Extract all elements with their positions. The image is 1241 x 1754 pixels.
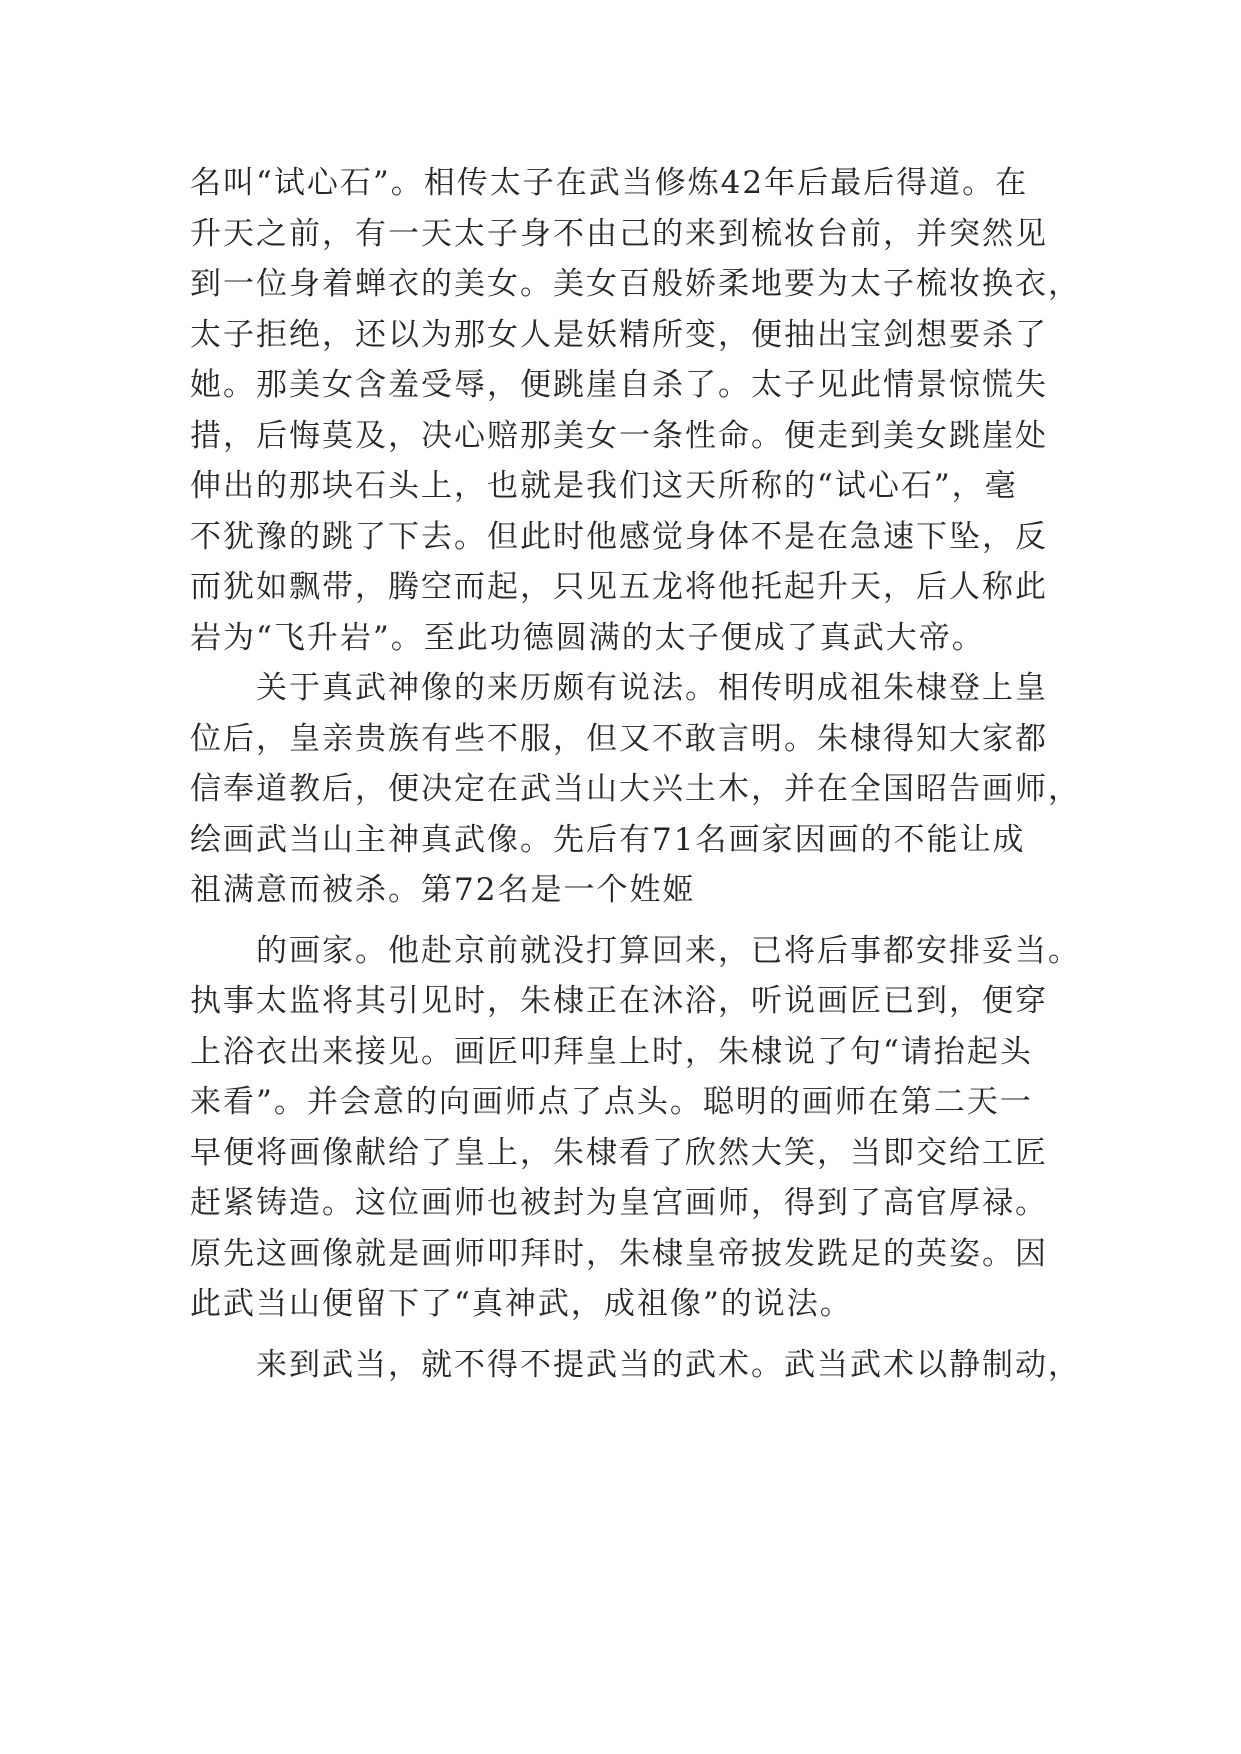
text-line: 赶紧铸造。这位画师也被封为皇宫画师，得到了高官厚禄。 — [190, 1185, 1048, 1221]
text-line: 她。那美女含羞受辱，便跳崖自杀了。太子见此情景惊慌失 — [190, 367, 1048, 403]
text-line: 关于真武神像的来历颇有说法。相传明成祖朱棣登上皇 — [256, 670, 1048, 706]
paragraph-gap — [190, 916, 1070, 926]
text-line: 绘画武当山主神真武像。先后有71名画家因画的不能让成 — [190, 821, 1026, 858]
body-text — [190, 158, 1081, 1390]
text-line: 上浴衣出来接见。画匠叩拜皇上时，朱棣说了句“请抬起头 — [190, 1033, 1033, 1070]
text-line: 措，后悔莫及，决心赔那美女一条性命。便走到美女跳崖处 — [190, 417, 1048, 454]
text-line: 来到武当，就不得不提武当的武术。武当武术以静制动， — [256, 1346, 1081, 1383]
text-line: 信奉道教后，便决定在武当山大兴土木，并在全国昭告画师， — [190, 771, 1081, 807]
text-line: 岩为“飞升岩”。至此功德圆满的太子便成了真武大帝。 — [190, 619, 985, 656]
text-line: 此武当山便留下了“真神武，成祖像”的说法。 — [190, 1286, 853, 1322]
text-line: 原先这画像就是画师叩拜时，朱棣皇帝披发跣足的英姿。因 — [190, 1235, 1048, 1272]
text-line: 早便将画像献给了皇上，朱棣看了欣然大笑，当即交给工匠 — [190, 1134, 1048, 1171]
text-line: 而犹如飘带，腾空而起，只见五龙将他托起升天，后人称此 — [190, 569, 1048, 605]
text-line: 升天之前，有一天太子身不由己的来到梳妆台前，并突然见 — [190, 215, 1048, 252]
text-line: 的画家。他赴京前就没打算回来，已将后事都安排妥当。 — [256, 932, 1081, 969]
text-line: 祖满意而被杀。第72名是一个姓姬 — [190, 872, 696, 908]
text-line: 不犹豫的跳了下去。但此时他感觉身体不是在急速下坠，反 — [190, 518, 1048, 555]
text-line: 太子拒绝，还以为那女人是妖精所变，便抽出宝剑想要杀了 — [190, 316, 1048, 353]
text-line: 名叫“试心石”。相传太子在武当修炼42年后最后得道。在 — [190, 165, 1029, 201]
text-line: 执事太监将其引见时，朱棣正在沐浴，听说画匠已到，便穿 — [190, 983, 1048, 1019]
text-line: 到一位身着蝉衣的美女。美女百般娇柔地要为太子梳妆换衣， — [190, 266, 1081, 302]
text-line: 伸出的那块石头上，也就是我们这天所称的“试心石”，毫 — [190, 468, 1018, 504]
paragraph-gap — [190, 1330, 1070, 1340]
text-line: 来看”。并会意的向画师点了点头。聪明的画师在第二天一 — [190, 1084, 1033, 1120]
text-line: 位后，皇亲贵族有些不服，但又不敢言明。朱棣得知大家都 — [190, 720, 1048, 757]
